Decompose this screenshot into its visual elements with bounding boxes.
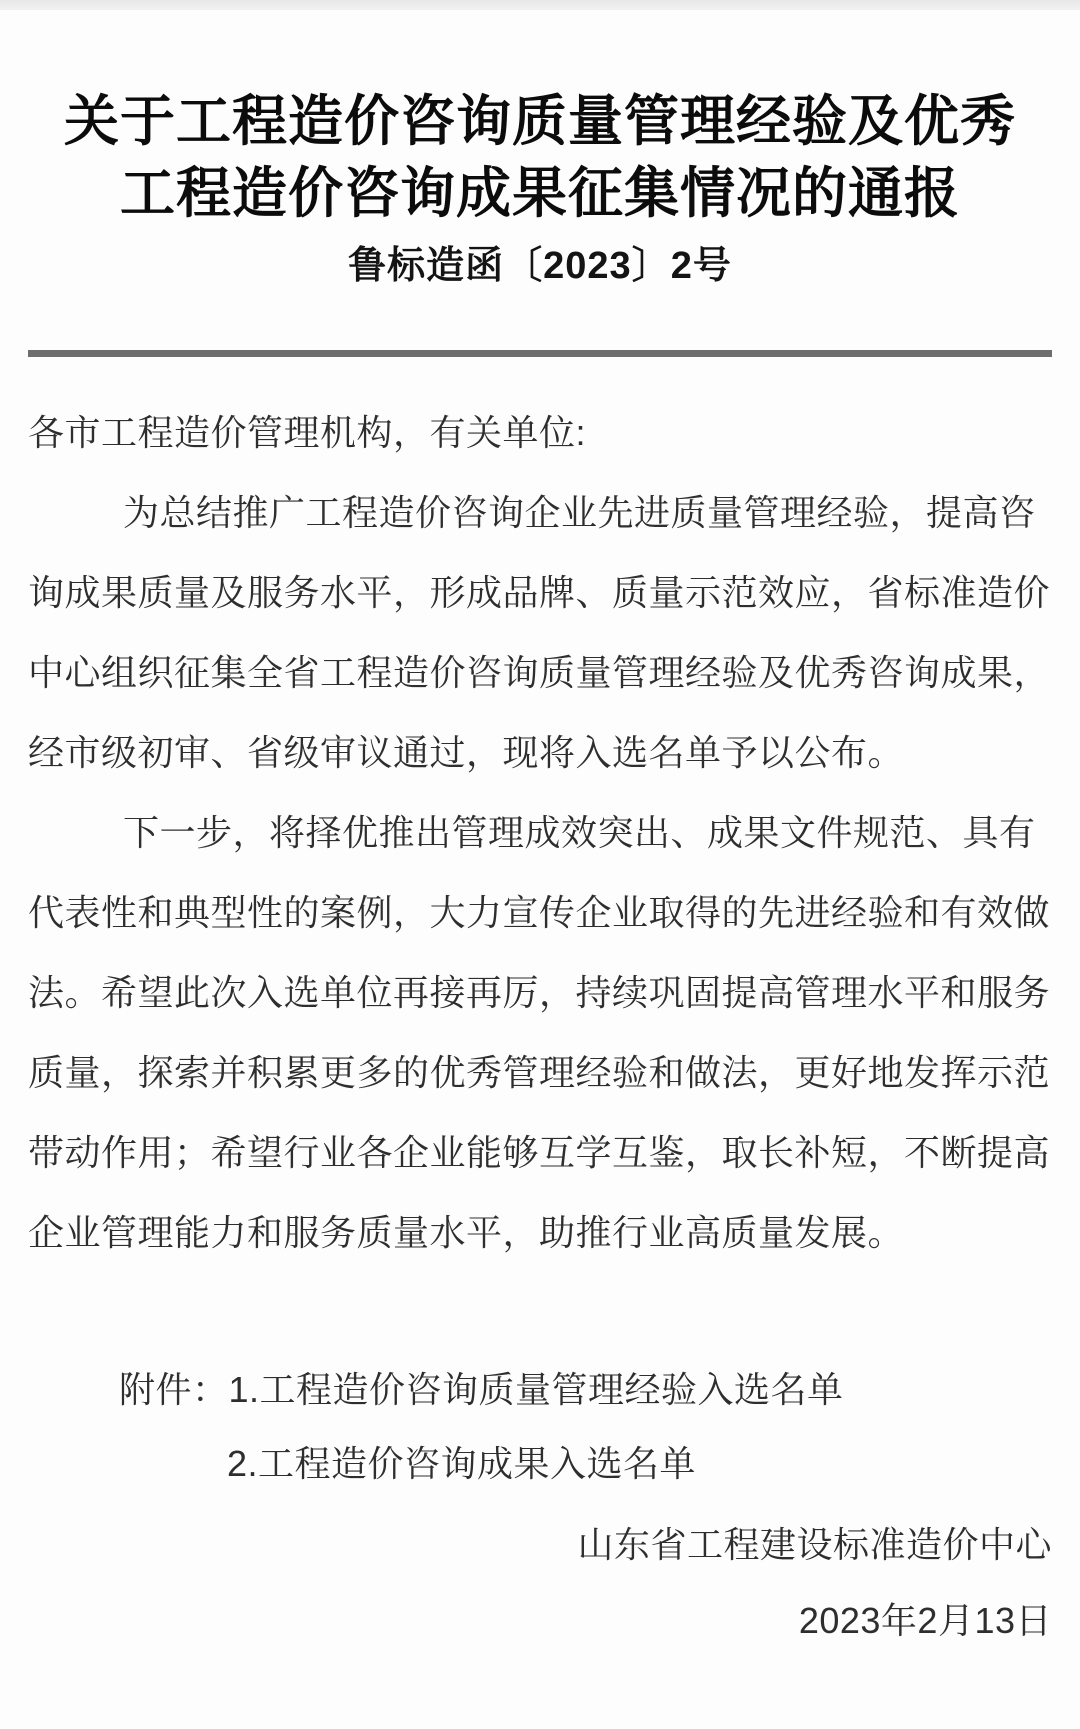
title-line-1: 关于工程造价咨询质量管理经验及优秀 bbox=[63, 90, 1016, 152]
attachment-item-2: 2.工程造价咨询成果入选名单 bbox=[227, 1443, 697, 1484]
paragraph-line: 经市级初审、省级审议通过，现将入选名单予以公布。 bbox=[28, 732, 905, 773]
paragraph-line: 代表性和典型性的案例，大力宣传企业取得的先进经验和有效做 bbox=[28, 892, 1051, 933]
document-title bbox=[0, 85, 1080, 229]
paragraph-line: 下一步，将择优推出管理成效突出、成果文件规范、具有 bbox=[123, 812, 1036, 853]
title-line-2: 工程造价咨询成果征集情况的通报 bbox=[119, 162, 960, 224]
document-body bbox=[28, 393, 1052, 1659]
paragraph-line: 带动作用；希望行业各企业能够互学互鉴，取长补短，不断提高 bbox=[28, 1132, 1051, 1173]
paragraph-line: 质量，探索并积累更多的优秀管理经验和做法，更好地发挥示范 bbox=[28, 1052, 1051, 1093]
document-number: 鲁标造函〔2023〕2号 bbox=[348, 245, 732, 287]
salutation-line: 各市工程造价管理机构，有关单位: bbox=[28, 412, 587, 453]
paragraph-1 bbox=[28, 473, 1052, 793]
issue-date: 2023年2月13日 bbox=[798, 1600, 1052, 1641]
horizontal-divider bbox=[28, 350, 1052, 357]
top-edge-strip bbox=[0, 0, 1080, 10]
paragraph-line: 询成果质量及服务水平，形成品牌、质量示范效应，省标准造价 bbox=[28, 572, 1051, 613]
signature-block bbox=[28, 1507, 1052, 1659]
attachment-item-1: 附件：1.工程造价咨询质量管理经验入选名单 bbox=[119, 1369, 844, 1410]
attachments-list bbox=[28, 1353, 1052, 1501]
paragraph-line: 企业管理能力和服务质量水平，助推行业高质量发展。 bbox=[28, 1212, 905, 1253]
issuing-organization: 山东省工程建设标准造价中心 bbox=[577, 1524, 1052, 1565]
paragraph-2 bbox=[28, 793, 1052, 1273]
paragraph-line: 为总结推广工程造价咨询企业先进质量管理经验，提高咨 bbox=[123, 492, 1036, 533]
paragraph-line: 中心组织征集全省工程造价咨询质量管理经验及优秀咨询成果， bbox=[28, 652, 1051, 693]
paragraph-line: 法。希望此次入选单位再接再厉，持续巩固提高管理水平和服务 bbox=[28, 972, 1051, 1013]
